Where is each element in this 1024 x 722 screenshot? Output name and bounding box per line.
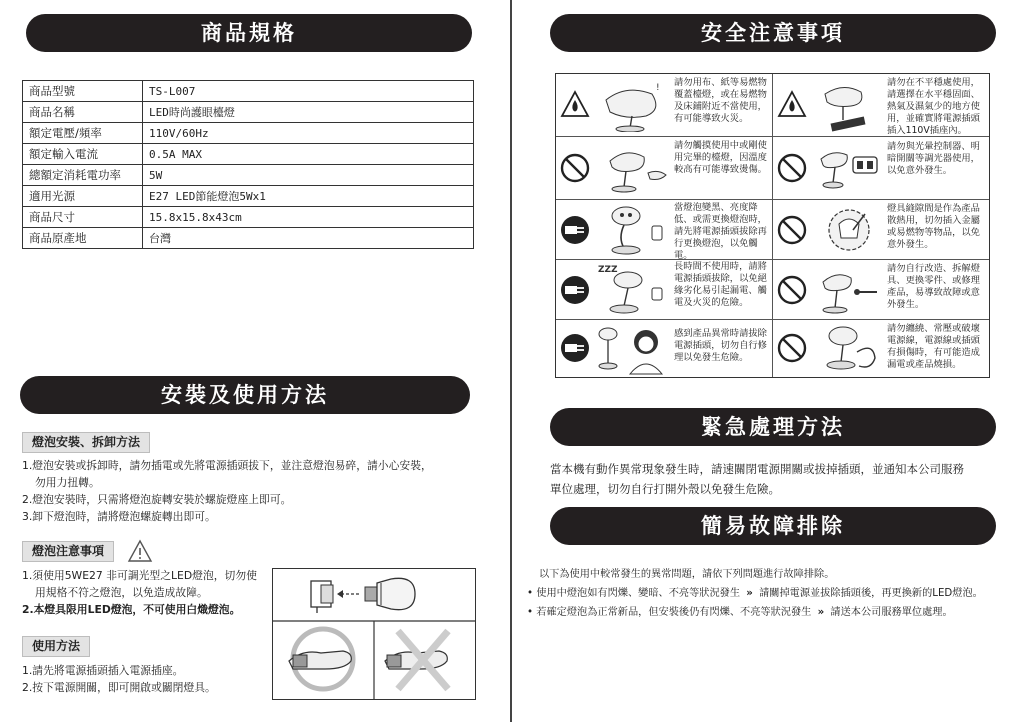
spec-row	[23, 186, 474, 207]
text-line: 1.燈泡安裝或拆卸時，請勿插電或先將電源插頭拔下，並注意燈泡易碎，請小心安裝，	[22, 459, 432, 472]
text-line: 單位處理，切勿自行打開外殼以免發生危險。	[550, 482, 780, 496]
spec-row	[23, 165, 474, 186]
spec-row	[23, 123, 474, 144]
safety-cell	[773, 320, 989, 377]
spec-row	[23, 207, 474, 228]
covered-lamp-icon	[596, 80, 670, 132]
safety-text: 請勿用布、紙等易燃物覆蓋檯燈，或在易燃物及床鋪附近不當使用，有可能導致火災。	[674, 77, 767, 124]
prohibited-icon	[776, 332, 808, 364]
safety-cell	[773, 74, 989, 137]
problem-text: 使用中燈泡如有閃爍、變暗、不亮等狀況發生	[536, 588, 741, 599]
arrow-icon: »	[746, 588, 753, 599]
fire-warning-icon	[560, 90, 590, 118]
socket-icon	[311, 581, 333, 613]
safety-cell	[556, 200, 773, 260]
troubleshoot-row	[527, 584, 1022, 603]
troubleshoot-title: 簡易故障排除	[701, 514, 845, 538]
bulb-install-heading: 燈泡安裝、拆卸方法	[22, 432, 150, 453]
dimmer-switch-icon	[813, 143, 885, 195]
safety-title-bar	[550, 14, 996, 52]
safety-grid	[555, 73, 990, 378]
hot-lamp-icon	[596, 143, 670, 195]
spec-row	[23, 144, 474, 165]
bulb-change-icon	[596, 204, 670, 258]
spec-table	[22, 80, 474, 249]
bulb-notice-heading: 燈泡注意事項	[22, 541, 114, 562]
spec-value: 110V/60Hz	[143, 123, 474, 144]
usage-text	[22, 662, 272, 696]
solution-text: 請關掉電源並拔除插頭後，再更換新的LED燈泡。	[759, 588, 983, 599]
safety-cell	[773, 200, 989, 260]
spec-value: LED時尚護眼檯燈	[143, 102, 474, 123]
svg-text:ZZZ: ZZZ	[598, 265, 618, 275]
correct-install-icon	[289, 629, 353, 689]
spec-label: 總額定消耗電功率	[23, 165, 143, 186]
text-line: 1.須使用5WE27 非可調光型之LED燈泡，切勿使	[22, 569, 257, 582]
text-line: 當本機有動作異常現象發生時，請速關閉電源開關或拔掉插頭，並通知本公司服務	[550, 462, 964, 476]
left-page	[0, 0, 510, 722]
safety-cell	[556, 74, 773, 137]
text-line: 2.燈泡安裝時，只需將燈泡旋轉安裝於螺旋燈座上即可。	[22, 493, 292, 506]
spec-label: 額定輸入電流	[23, 144, 143, 165]
bullet: •	[527, 607, 534, 618]
usage-heading: 使用方法	[22, 636, 90, 657]
spec-label: 適用光源	[23, 186, 143, 207]
vent-insert-icon	[813, 204, 885, 258]
bulb-install-text	[22, 457, 492, 525]
text-line: 2.本燈具限用LED燈泡，不可使用白熾燈泡。	[22, 603, 241, 616]
spec-label: 額定電壓/頻率	[23, 123, 143, 144]
emergency-title-bar	[550, 408, 996, 446]
spec-title: 商品規格	[201, 21, 297, 45]
spec-row	[23, 81, 474, 102]
install-title: 安裝及使用方法	[161, 383, 329, 407]
lady-unplug-icon	[596, 322, 672, 376]
safety-text: 請勿觸摸使用中或剛使用完畢的檯燈，因溫度較高有可能導致燙傷。	[674, 140, 767, 175]
problem-text: 若確定燈泡為正常新品，但安裝後仍有閃爍、不亮等狀況發生	[536, 607, 812, 618]
prohibited-icon	[559, 152, 591, 184]
spec-row	[23, 228, 474, 249]
led-bulb-icon	[365, 578, 415, 609]
safety-text: 感到產品異常時請拔除電源插頭，切勿自行修理以免發生危險。	[674, 328, 767, 363]
right-page	[513, 0, 1024, 722]
spec-value: E27 LED節能燈泡5Wx1	[143, 186, 474, 207]
troubleshoot-row	[527, 603, 1022, 622]
safety-text: 請勿與光暈控制器、明暗開關等調光器使用，以免意外發生。	[887, 141, 980, 176]
spec-value: 台灣	[143, 228, 474, 249]
spec-label: 商品型號	[23, 81, 143, 102]
spec-value: TS-L007	[143, 81, 474, 102]
safety-text: 請勿纏繞、常壓或破壞電源線，電源線或插頭有損傷時，有可能造成漏電或產品燒損。	[887, 323, 980, 370]
warning-icon	[127, 539, 153, 563]
spec-value: 0.5A MAX	[143, 144, 474, 165]
bulb-illustration	[272, 568, 476, 700]
sleeping-lamp-icon	[596, 262, 670, 318]
text-line: 2.按下電源開關，即可開啟或關閉燈具。	[22, 681, 216, 694]
spec-value: 15.8x15.8x43cm	[143, 207, 474, 228]
spec-value: 5W	[143, 165, 474, 186]
safety-cell	[556, 137, 773, 200]
solution-text: 請送本公司服務單位處理。	[830, 607, 953, 618]
troubleshoot-text	[527, 565, 1022, 622]
spec-label: 商品原產地	[23, 228, 143, 249]
safety-cell	[773, 137, 989, 200]
install-title-bar	[20, 376, 470, 414]
safety-cell	[773, 260, 989, 320]
fire-warning-icon	[777, 90, 807, 118]
text-line: 3.卸下燈泡時，請將燈泡螺旋轉出即可。	[22, 510, 216, 523]
safety-title: 安全注意事項	[701, 21, 845, 45]
troubleshoot-title-bar	[550, 507, 996, 545]
safety-text: 請勿自行改造、拆解燈具、更換零件、或修理產品，易導致故障或意外發生。	[887, 263, 980, 310]
emergency-title: 緊急處理方法	[701, 415, 845, 439]
bulb-notice-text	[22, 567, 272, 618]
emergency-text	[550, 459, 1010, 499]
bullet: •	[527, 588, 534, 599]
prohibited-icon	[776, 274, 808, 306]
text-line: 勿用力扭轉。	[35, 476, 100, 489]
safety-cell	[556, 320, 773, 377]
unplug-icon	[559, 332, 591, 364]
prohibited-icon	[776, 152, 808, 184]
cord-damage-icon	[813, 322, 885, 376]
spec-row	[23, 102, 474, 123]
spec-label: 商品尺寸	[23, 207, 143, 228]
safety-text: 燈具縫隙間是作為產品散熱用，切勿插入金屬或易燃物等物品，以免意外發生。	[887, 203, 980, 250]
spec-title-bar	[26, 14, 472, 52]
text-line: 用規格不符之燈泡，以免造成故障。	[35, 586, 208, 599]
text-line: 1.請先將電源插頭插入電源插座。	[22, 664, 184, 677]
spec-label: 商品名稱	[23, 102, 143, 123]
wrong-install-icon	[385, 631, 448, 689]
svg-text:!: !	[656, 83, 660, 93]
arrow-icon: »	[817, 607, 825, 618]
disassemble-icon	[813, 264, 885, 318]
unplug-icon	[559, 214, 591, 246]
safety-text: 請勿在不平穩處使用，請選擇在水平穩固面、熱氣及濕氣少的地方使用，並確實將電源插頭插入110V插座內。	[887, 77, 980, 136]
troubleshoot-intro: 以下為使用中較常發生的異常問題，請依下列問題進行故障排除。	[539, 569, 835, 580]
safety-cell	[556, 260, 773, 320]
safety-text: 長時間不使用時，請將電源插頭拔除，以免絕緣劣化易引起漏電、觸電及火災的危險。	[674, 261, 767, 308]
prohibited-icon	[776, 214, 808, 246]
page-divider	[510, 0, 512, 722]
safety-text: 當燈泡變黑、亮度降低、或需更換燈泡時，請先將電源插頭拔除再行更換燈泡，以免觸電。	[674, 202, 767, 261]
unstable-lamp-icon	[813, 80, 885, 132]
unplug-icon	[559, 274, 591, 306]
